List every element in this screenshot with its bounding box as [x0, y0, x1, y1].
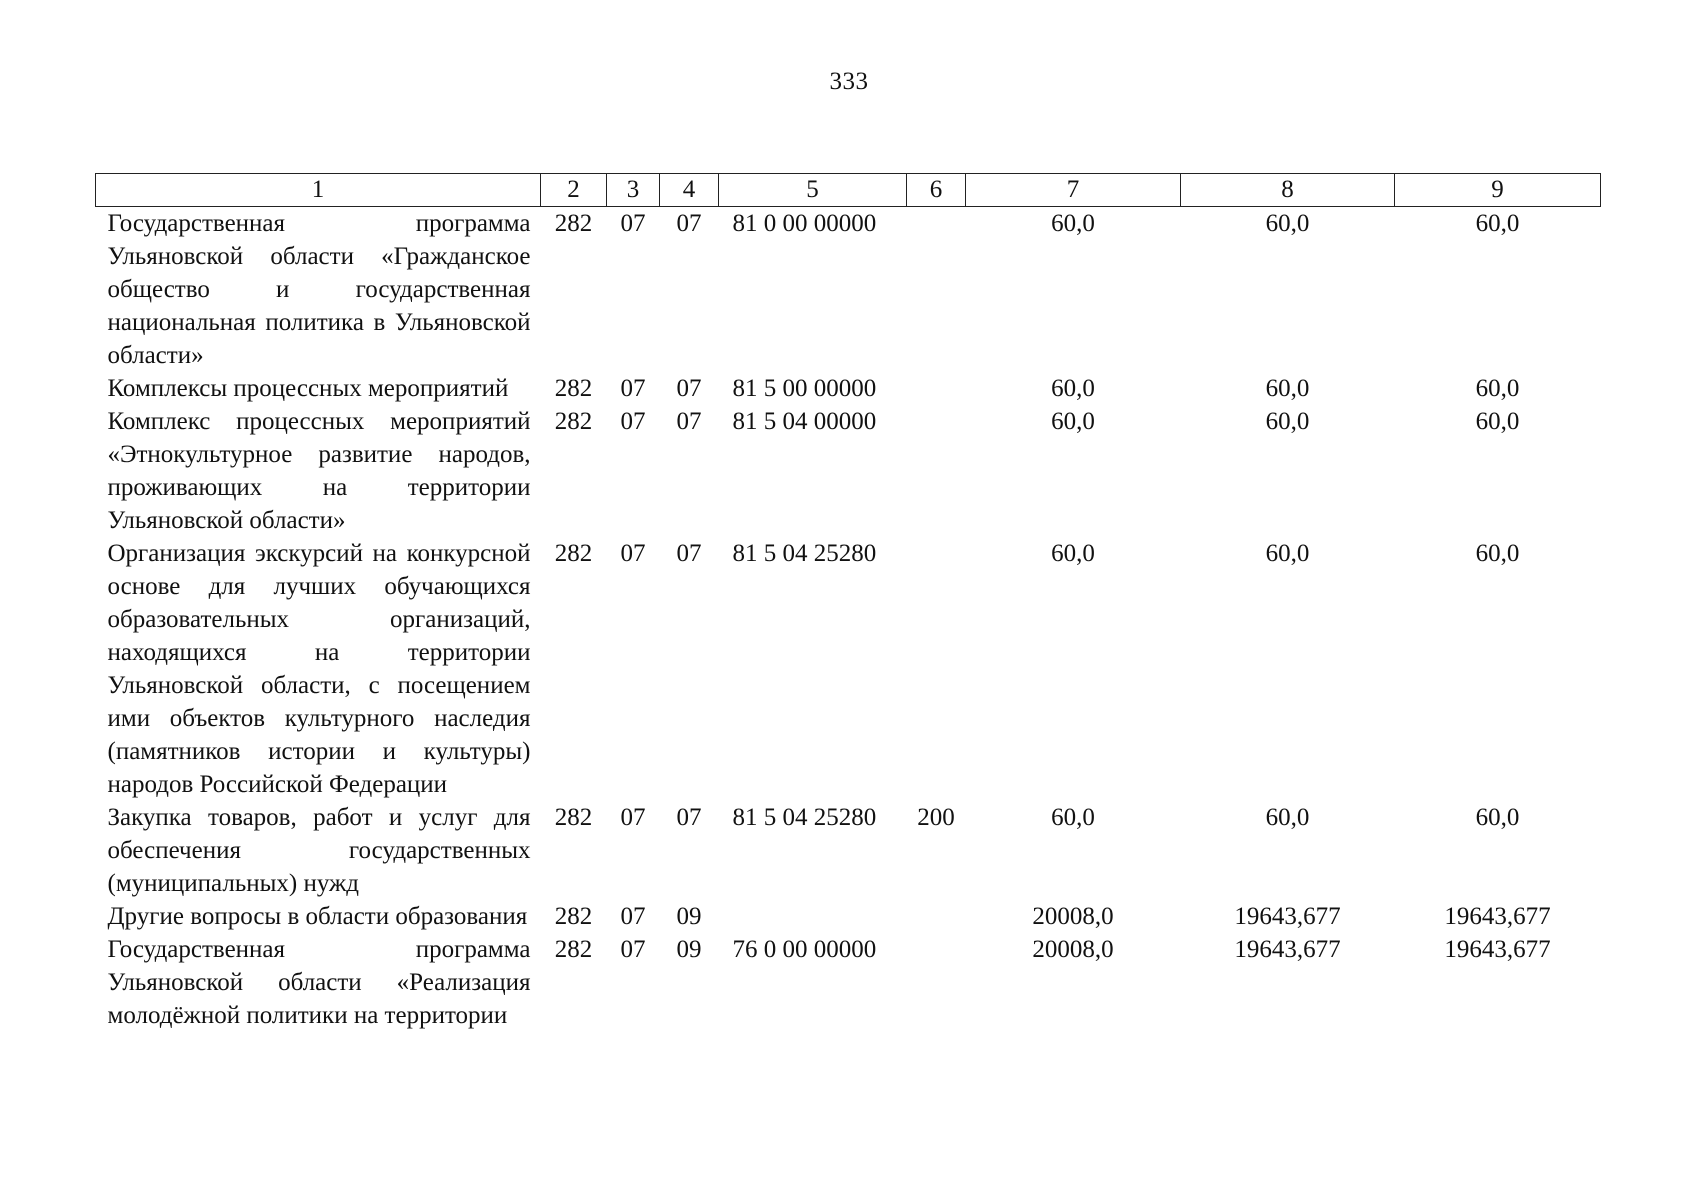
row-name: Закупка товаров, работ и услуг для обеспечения государственных (муниципальных) нужд — [107, 804, 531, 897]
header-col-6: 6 — [907, 174, 966, 207]
row-sum-col8: 19643,677 — [1234, 936, 1341, 963]
row-grbs: 282 — [554, 540, 593, 567]
row-subsection: 07 — [676, 210, 702, 237]
row-sum-col9: 60,0 — [1475, 804, 1520, 831]
row-section: 07 — [620, 375, 646, 402]
row-sum-col7: 60,0 — [1051, 375, 1095, 402]
row-name: Организация экскурсий на конкурсной основе для лучших обучающихся образовательных организаций, находящихся на территории Ульяновской области, с посещением ими объектов культурного наследия (памятников истории и культуры) народов Российской Федерации — [107, 540, 531, 798]
table-row — [96, 537, 1601, 801]
row-expense-type — [907, 372, 966, 405]
table-body — [96, 207, 1601, 1033]
row-sum-col9: 60,0 — [1475, 375, 1520, 402]
row-name: Комплексы процессных мероприятий — [107, 375, 509, 402]
row-subsection: 07 — [676, 540, 702, 567]
row-expense-type — [907, 900, 966, 933]
row-subsection: 09 — [676, 936, 702, 963]
header-col-2: 2 — [541, 174, 607, 207]
header-col-9: 9 — [1395, 174, 1601, 207]
table-row — [96, 801, 1601, 900]
row-sum-col7: 60,0 — [1051, 408, 1095, 435]
row-expense-type — [907, 537, 966, 801]
table-header — [96, 174, 1601, 207]
row-name: Государственная программа Ульяновской области «Гражданское общество и государственная национальная политика в Ульяновской области» — [107, 210, 531, 369]
header-col-7: 7 — [966, 174, 1181, 207]
row-expense-type — [907, 933, 966, 1032]
row-grbs: 282 — [554, 903, 593, 930]
row-name: Комплекс процессных мероприятий «Этнокультурное развитие народов, проживающих на территории Ульяновской области» — [107, 408, 531, 534]
header-col-5: 5 — [719, 174, 907, 207]
row-section: 07 — [620, 210, 646, 237]
row-target-article: 81 5 04 25280 — [732, 804, 877, 831]
row-section: 07 — [620, 540, 646, 567]
header-row — [96, 174, 1601, 207]
row-target-article: 81 0 00 00000 — [732, 210, 877, 237]
row-section: 07 — [620, 936, 646, 963]
row-expense-type: 200 — [917, 804, 955, 831]
row-grbs: 282 — [554, 375, 593, 402]
budget-table — [95, 173, 1601, 1032]
header-col-8: 8 — [1181, 174, 1395, 207]
table-row — [96, 372, 1601, 405]
page-number: 333 — [829, 68, 869, 95]
row-name: Государственная программа Ульяновской области «Реализация молодёжной политики на территории — [107, 936, 531, 1029]
row-sum-col8: 60,0 — [1265, 408, 1310, 435]
row-sum-col8: 60,0 — [1265, 375, 1310, 402]
row-sum-col8: 60,0 — [1265, 540, 1310, 567]
row-sum-col7: 60,0 — [1051, 210, 1095, 237]
row-sum-col8: 60,0 — [1265, 804, 1310, 831]
row-section: 07 — [620, 408, 646, 435]
row-target-article — [719, 900, 907, 933]
row-sum-col7: 20008,0 — [1032, 903, 1114, 930]
row-sum-col7: 20008,0 — [1032, 936, 1114, 963]
row-subsection: 07 — [676, 375, 702, 402]
row-grbs: 282 — [554, 210, 593, 237]
row-expense-type — [907, 207, 966, 373]
row-subsection: 07 — [676, 408, 702, 435]
row-expense-type — [907, 405, 966, 537]
row-target-article: 81 5 04 25280 — [732, 540, 877, 567]
row-target-article: 76 0 00 00000 — [732, 936, 877, 963]
row-grbs: 282 — [554, 804, 593, 831]
row-sum-col9: 60,0 — [1475, 540, 1520, 567]
row-sum-col7: 60,0 — [1051, 804, 1095, 831]
table-row — [96, 900, 1601, 933]
row-section: 07 — [620, 903, 646, 930]
row-sum-col8: 19643,677 — [1234, 903, 1341, 930]
table-row — [96, 405, 1601, 537]
header-col-4: 4 — [660, 174, 719, 207]
row-target-article: 81 5 04 00000 — [732, 408, 877, 435]
row-sum-col9: 60,0 — [1475, 210, 1520, 237]
header-col-3: 3 — [607, 174, 660, 207]
row-sum-col9: 19643,677 — [1444, 903, 1551, 930]
row-sum-col7: 60,0 — [1051, 540, 1095, 567]
row-sum-col8: 60,0 — [1265, 210, 1310, 237]
row-subsection: 09 — [676, 903, 702, 930]
table-row — [96, 933, 1601, 1032]
row-sum-col9: 19643,677 — [1444, 936, 1551, 963]
row-sum-col9: 60,0 — [1475, 408, 1520, 435]
header-col-1: 1 — [96, 174, 541, 207]
row-grbs: 282 — [554, 408, 593, 435]
row-name: Другие вопросы в области образования — [107, 903, 528, 930]
row-section: 07 — [620, 804, 646, 831]
row-subsection: 07 — [676, 804, 702, 831]
row-grbs: 282 — [554, 936, 593, 963]
row-target-article: 81 5 00 00000 — [732, 375, 877, 402]
table-row — [96, 207, 1601, 373]
